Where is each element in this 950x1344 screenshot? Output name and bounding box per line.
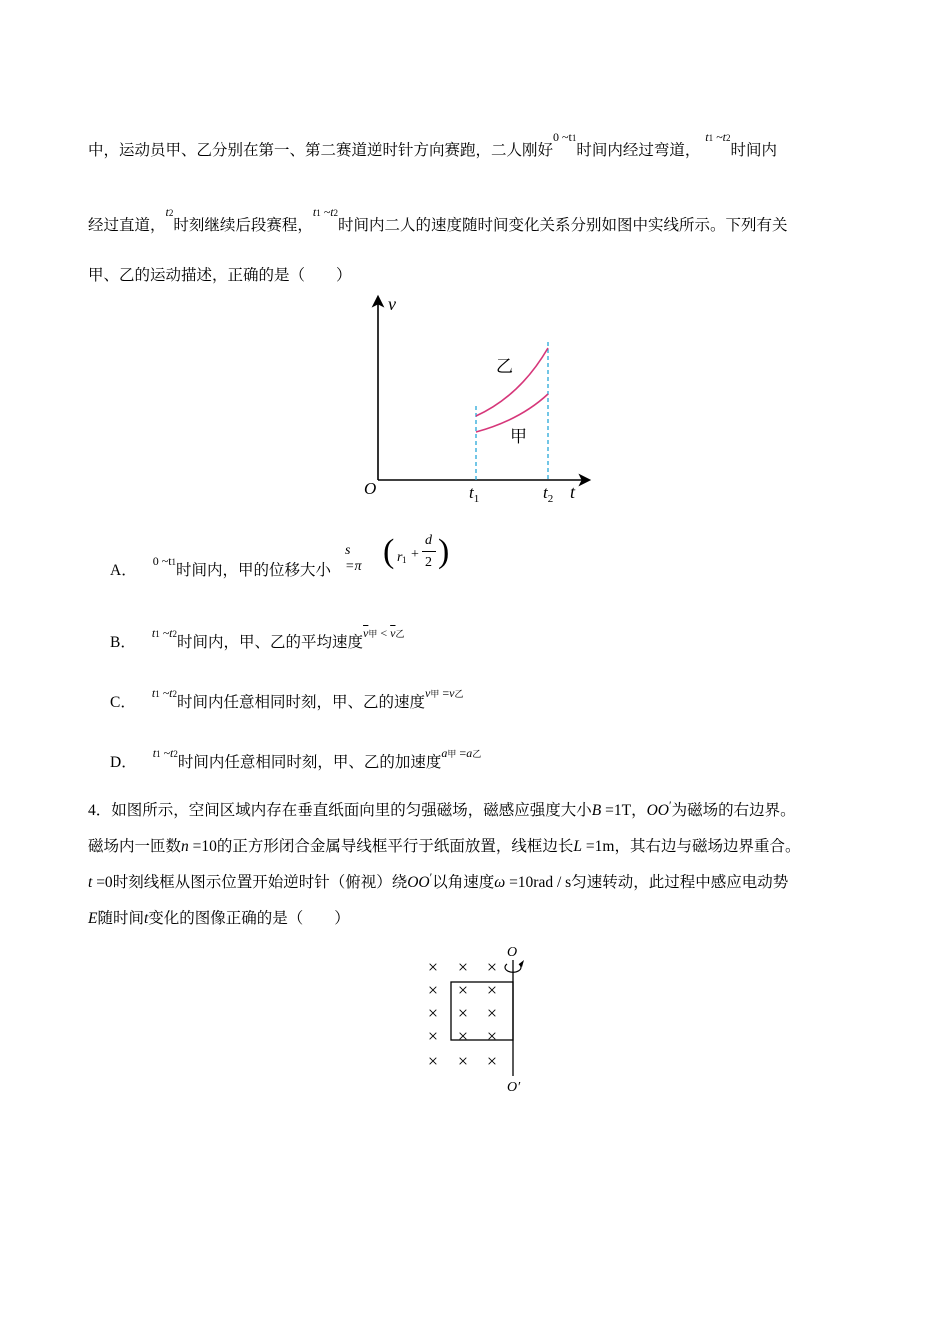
- t1-tick-label: $t_1$: [469, 483, 480, 505]
- v-axis-label: v: [388, 294, 396, 314]
- t-axis-label: t: [570, 482, 576, 502]
- origin-label: O: [364, 479, 377, 498]
- cross: ×: [486, 1051, 498, 1071]
- rotation-arrowhead-icon: [519, 960, 524, 967]
- cross: ×: [457, 980, 469, 1000]
- vt-graph: [350, 290, 600, 510]
- cross: ×: [427, 1026, 439, 1046]
- cross: ×: [486, 980, 498, 1000]
- curve-jia-label: 甲: [510, 427, 527, 447]
- option-b[interactable]: B．$^{t1 \sim t2}$时间内，甲、乙的平均速度$^{\overline{v}甲 < \overline{v}乙}$: [110, 626, 405, 651]
- cross: ×: [486, 957, 498, 977]
- cross: ×: [427, 1051, 439, 1071]
- t2-tick-label: $t_2$: [543, 483, 554, 505]
- q4-line-1: 4．如图所示，空间区域内存在垂直纸面向里的匀强磁场，磁感应强度大小B =1T，OO′为磁场的右边界。: [88, 798, 796, 819]
- cross: ×: [427, 957, 439, 977]
- cross: ×: [427, 1003, 439, 1023]
- q3-line-1: 中，运动员甲、乙分别在第一、第二赛道逆时针方向赛跑，二人刚好$^{0 \sim t1}$时间内经过弯道， $^{t1 \sim t2}$时间内: [88, 130, 777, 159]
- cross: ×: [427, 980, 439, 1000]
- label-O: O: [507, 945, 518, 960]
- cross: ×: [457, 957, 469, 977]
- magnetic-field-figure: [415, 940, 545, 1100]
- option-d[interactable]: D．$^{t1 \sim t2}$时间内任意相同时刻，甲、乙的加速度$^{a甲 =a乙}$: [110, 746, 482, 771]
- curve-yi-label: 乙: [496, 357, 513, 377]
- q4-line-2: 磁场内一匝数n =10的正方形闭合金属导线框平行于纸面放置，线框边长L =1m，其右边与磁场边界重合。: [88, 837, 801, 855]
- option-c[interactable]: C．$^{t1 \sim t2}$时间内任意相同时刻，甲、乙的速度$^{v甲 =v乙}$: [110, 686, 464, 711]
- option-a[interactable]: A．$^{0 \sim t1}$时间内，甲的位移大小: [110, 554, 332, 579]
- cross: ×: [457, 1051, 469, 1071]
- q4-line-3: t =0时刻线框从图示位置开始逆时针（俯视）绕OO′以角速度ω =10rad / s匀速转动，此过程中感应电动势: [88, 870, 789, 891]
- cross: ×: [486, 1026, 498, 1046]
- q3-line-2: 经过直道，$^{t2}$时刻继续后段赛程，$^{t1 \sim t2}$时间内二人的速度随时间变化关系分别如图中实线所示。下列有关: [88, 205, 788, 234]
- field-crosses: [428, 957, 497, 1071]
- q3-line-3: 甲、乙的运动描述，正确的是（ ）: [88, 266, 352, 284]
- label-O-prime: O′: [507, 1080, 521, 1095]
- cross: ×: [457, 1003, 469, 1023]
- cross: ×: [457, 1026, 469, 1046]
- q4-line-4: E随时间t变化的图像正确的是（ ）: [88, 909, 350, 927]
- cross: ×: [486, 1003, 498, 1023]
